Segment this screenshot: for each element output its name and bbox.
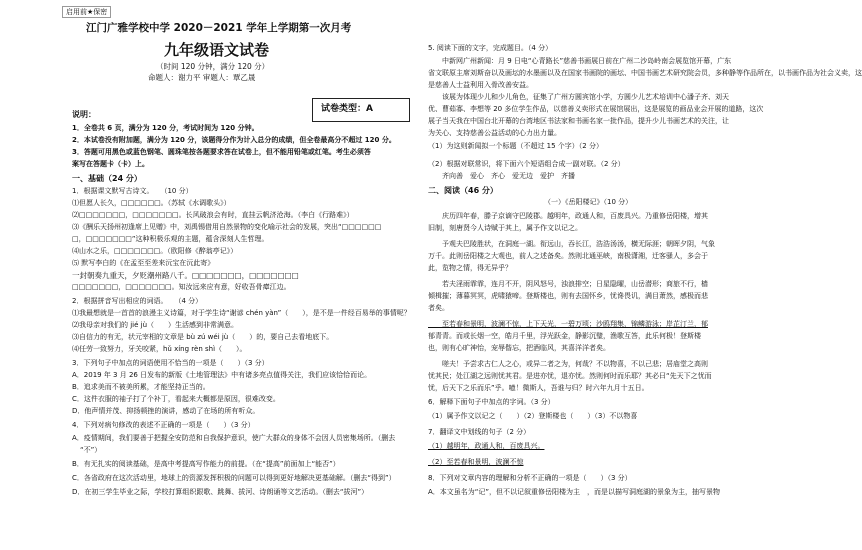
passage-line: 展子当天我在中国台北开幕的台湾地区书法家和书画名家一批作品，提升少儿书画艺术的关注，让 — [428, 117, 729, 125]
passage-line: 忧其民；处江湖之远则忧其君。是进亦忧，退亦忧。然则何时而乐耶？其必曰“先天下之忧而 — [428, 372, 712, 380]
translate-line: （2）至若春和景明，波澜不惊 — [428, 458, 524, 466]
passage-line: 此，览物之情，得无异乎？ — [428, 264, 512, 272]
question-line: □，□□□□□□□”这种积极乐观的主题，蕴含深刻人生哲理。 — [72, 235, 269, 243]
school-title: 江门广雅学校中学 2020－2021 学年上学期第一次月考 — [86, 22, 352, 34]
question-line: ⑵我母亲对我们的 jié jù（ ）生活感到非常满意。 — [72, 321, 239, 329]
passage-line: 为关心、支持慈善公益活动的心力出力量。 — [428, 129, 561, 137]
question-line: ⑸ 默写李白的《在孟至至差来沅宝在沅此寄》 — [72, 259, 215, 267]
passage-line: 是慈善人士益利用入骨改善安益。 — [428, 81, 533, 89]
question-line: 2．根据拼音写出相应的词语。 （4 分） — [72, 297, 203, 305]
section-heading: 二、阅读（46 分） — [428, 186, 498, 195]
right-column — [428, 0, 862, 550]
question-line: 3．下列句子中加点的词语使用不恰当的一项是（ ）（3 分） — [72, 359, 269, 367]
passage-line: 旧制，刻唐贤今人诗赋于其上，属予作文以记之。 — [428, 224, 582, 232]
option-line: D．在初三学生毕业之际，学校打算组织跟歌、跳舞、拔河、诗朗诵等文艺活动。（删去“拔河”） — [72, 488, 369, 496]
question-line: □□□□□□□，□□□□□□□。知汝远来应有意，好收吾骨瘴江边。 — [72, 283, 291, 291]
question-line: ⑶自信力的有无，状元宰相的文章是 bù zú wéi jù（ ）的，要自己去看地底下。 — [72, 333, 334, 341]
question-line: ⑷山水之乐，□□□□□□□。（欧阳修《醉翁亭记》） — [72, 247, 238, 255]
passage-line: 郁青青。而或长烟一空，皓月千里，浮光跃金，静影沉璧，渔歌互答，此乐何极！登斯楼 — [428, 332, 701, 340]
phrase-line: 齐向善 爱心 齐心 爱无边 爱护 齐播 — [428, 172, 575, 180]
passage-line: 万千。此则岳阳楼之大观也，前人之述备矣。然则北通巫峡，南极潇湘，迁客骚人，多会于 — [428, 252, 708, 260]
passage-line: 者矣。 — [428, 304, 449, 312]
question-line: 1．根据课文默写古诗文。 （10 分） — [72, 187, 193, 195]
note-line: 3．答题可用黑色或蓝色钢笔、圆珠笔按各题要求答在试卷上，但不能用铅笔或红笔。考生必须答 — [72, 148, 371, 156]
exam-authors: 命题人：谢力平 审题人：覃乙晟 — [148, 73, 256, 82]
question-line: （1）为这则新闻拟一个标题（不超过 15 个字）（2 分） — [428, 142, 603, 150]
question-line: 一封朝奏九重天，夕贬潮州路八千。□□□□□□□，□□□□□□□ — [72, 271, 299, 280]
option-line: “不”） — [80, 446, 102, 454]
question-line: ⑴我最想就是一首首的浪漫主义诗篇，对于学生诗“谢谚 chén yàn”（ ），是不是一件经百易举的事情呢？ — [72, 309, 411, 317]
passage-line: 优、曹茹寡、李想等 20 多位学生作品，以慈善义卖形式在展馆展出，这是展览的画品业会开展的道路，这次 — [428, 105, 764, 113]
question-line: ⑵□□□□□□□，□□□□□□□。长风破浪会有时，直挂云帆济沧海。（李白《行路难》） — [72, 211, 354, 219]
option-line: A．本文虽名为“记”，但不以记叙重修岳阳楼为主 ，而是以描写洞庭湖的景象为主，抽写景物 — [428, 488, 721, 496]
question-line: （1）属予作文以记之（ ）（2）登斯楼也（ ）（3）不以物喜 — [428, 412, 638, 420]
question-line: 5. 阅读下面的文字，完成题目。（4 分） — [428, 44, 553, 52]
subject-title: 九年级语文试卷 — [164, 41, 270, 59]
translate-line: （1）越明年，政通人和，百废具兴。 — [428, 442, 545, 450]
option-line: B．追求美而不被美所累，才能坚持正当的。 — [72, 383, 210, 391]
note-line: 2．本试卷没有附加题，满分为 120 分，该题得分作为计入总分的成绩，但全卷最高分不超过 120 分。 — [72, 136, 396, 144]
question-line: （2）根据对联常识，将下面六个短语组合成一副对联。（2 分） — [428, 160, 625, 168]
option-line: C．各省政府在这次活动里，地球上的资源发挥积极的问题可以得到更好地解决更基础解。（删去“得到”） — [72, 474, 396, 482]
exam-time: （时间 120 分钟，满分 120 分） — [156, 62, 270, 71]
left-column — [66, 0, 422, 550]
question-line: 4．下列对病句修改的表述不正确的一项是（ ）（3 分） — [72, 421, 255, 429]
passage-line: 也，则有心旷神怡，宠辱偕忘，把酒临风，其喜洋洋者矣。 — [428, 344, 610, 352]
confidential-badge: 启用前★保密 — [62, 6, 111, 18]
passage-line: 忧，后天下之乐而乐”乎。噫！微斯人，吾谁与归？时六年九月十五日。 — [428, 384, 649, 392]
passage-line: 予观夫巴陵胜状，在洞庭一湖。衔远山，吞长江，浩浩汤汤，横无际涯；朝晖夕阴，气象 — [428, 240, 715, 248]
question-line: 6．解释下面句子中加点的字词。（3 分） — [428, 398, 555, 406]
note-line: 案写在答题卡（卡）上。 — [72, 160, 149, 168]
exam-type-box — [312, 98, 410, 122]
passage-line: 若夫淫雨霏霏，连月不开，阴风怒号，浊浪排空；日星隐曜，山岳潜形；商旅不行，樯 — [428, 280, 708, 288]
passage-line: 中新网广州新闻：月 9 日电“心青路长”慈善书画展日前在广州二沙岛岭南会展览馆开幕，广东 — [428, 57, 732, 65]
option-line: C．这件衣服的袖子打了个补丁，看起来大概都是原因，很难改变。 — [72, 395, 280, 403]
subsection-heading: （一）《岳阳楼记》（10 分） — [544, 198, 633, 206]
section-heading: 一、基础（24 分） — [72, 174, 142, 183]
passage-line: 省文联原主席刘斯奋以及画坛的水墨画以及在国家书画院的画坛、中国书画艺术研究院会员，多种静等作品所在，以书画作品为社会义卖，这 — [428, 69, 862, 77]
passage-line: 至若春和景明，波澜不惊，上下天光，一碧万顷；沙鸥翔集，锦鳞游泳；岸芷汀兰，郁 — [428, 320, 708, 328]
passage-line: 嗟夫！予尝求古仁人之心，或异二者之为，何哉？不以物喜，不以己悲；居庙堂之高则 — [428, 360, 708, 368]
note-line: 1．全卷共 6 页，满分为 120 分，考试时间为 120 分钟。 — [72, 124, 259, 132]
option-line: D．他声情并茂、抑扬顿挫的演讲，感动了在场的所有听众。 — [72, 407, 260, 415]
question-line: ⑴但愿人长久，□□□□□□。（苏轼《水调歌头》） — [72, 199, 231, 207]
notes-heading: 说明： — [72, 110, 96, 119]
question-line: ⑷任劳一致努力，牙关咬紧，hǔ xíng rèn shì（ ）。 — [72, 345, 247, 353]
option-line: B．有无扎实的阅读基础，是高中考提高写作能力的前提。（在“提高”前面加上“能否”） — [72, 460, 340, 468]
option-line: A．2019 年 3 月 26 日发布的新版《土地管理法》中有诸多亮点值得关注，我们应该恰恰而论。 — [72, 371, 372, 379]
question-line: 7．翻译文中划线的句子（2 分） — [428, 428, 531, 436]
passage-line: 倾楫摧；薄暮冥冥，虎啸猿啼。登斯楼也，则有去国怀乡，忧谗畏讥，满目萧然，感极而悲 — [428, 292, 708, 300]
exam-type-label: 试卷类型：A — [321, 104, 373, 114]
question-line: 8．下列对文章内容的理解和分析不正确的一项是（ ）（3 分） — [428, 474, 632, 482]
question-line: ⑶《酬乐天扬州初逢席上见赠》中，刘禹锡借用自然景物的变化喻示社会的发展，突出“□□□□□□ — [72, 223, 382, 231]
passage-line: 庆历四年春，滕子京谪守巴陵郡。越明年，政通人和，百废具兴。乃重修岳阳楼，增其 — [428, 212, 708, 220]
option-line: A．疫情期间，我们要善于把握全安防范和自我保护意识，使广大群众的身体不会因人员密集场所。（删去 — [72, 434, 396, 442]
passage-line: 该展为体现少儿和少儿角色，征集了广州方圆宾馆小学，方圆少儿艺术培训中心潘子齐、刘天 — [428, 93, 729, 101]
